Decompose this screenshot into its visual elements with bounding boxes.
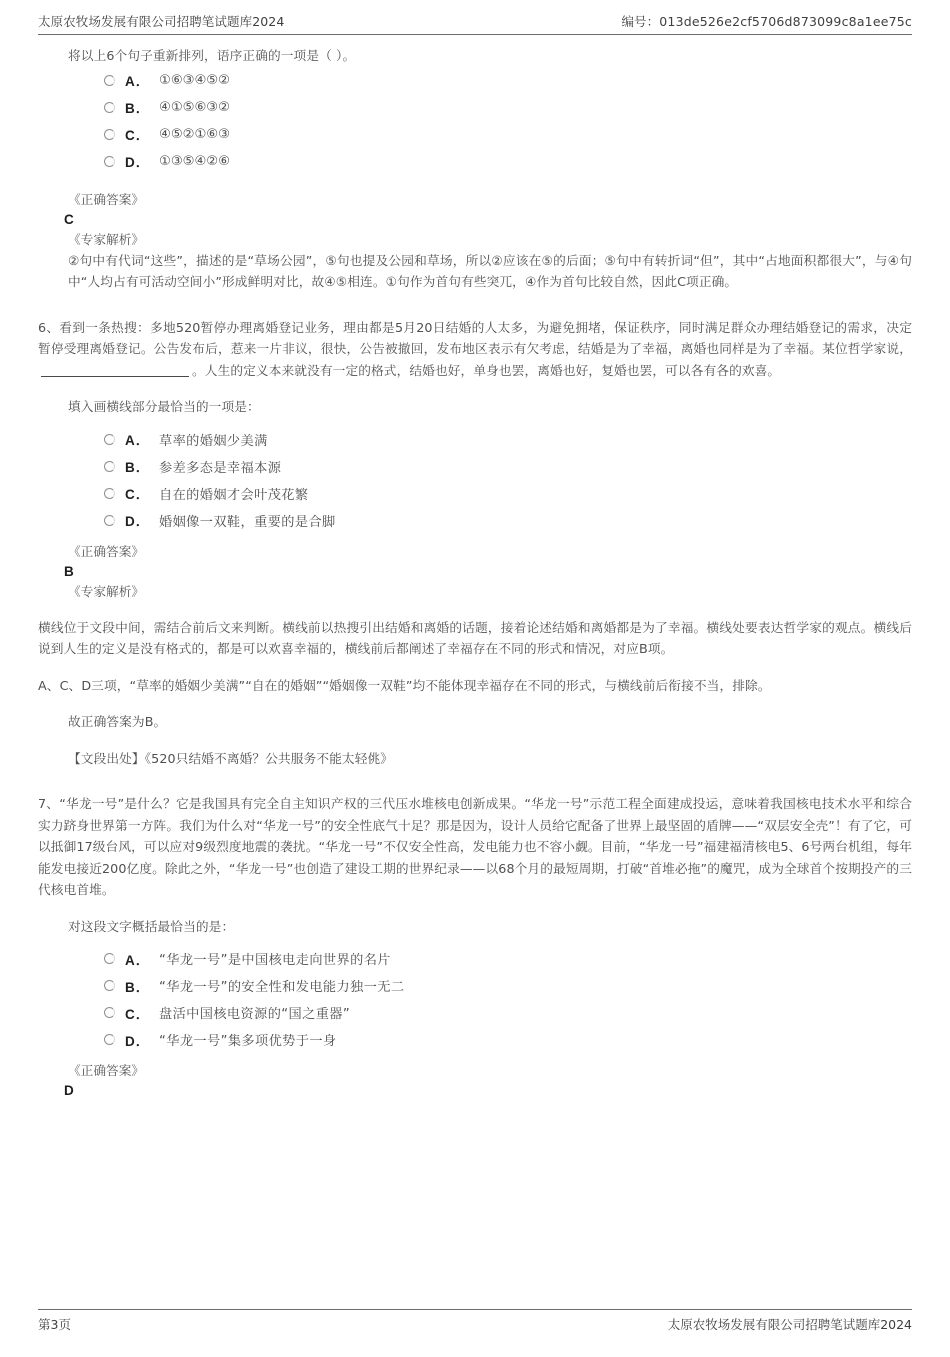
q5-option-d[interactable] <box>104 148 912 175</box>
q5-option-a[interactable] <box>104 67 912 94</box>
option-text: ④①⑤⑥③② <box>159 99 230 115</box>
option-letter: A． <box>125 433 151 448</box>
q6-stem-part2: 。人生的定义本来就没有一定的格式，结婚也好，单身也罢，离婚也好，复婚也罢，可以各有各的欢喜。 <box>192 362 781 378</box>
q6-stem-part1: 6、看到一条热搜：多地520暂停办理离婚登记业务，理由都是5月20日结婚的人太多，为避免拥堵，保证秩序，同时满足群众办理结婚登记的需求，决定暂停受理离婚登记。公告发布后，惹来一片非议，很快，公告被撤回，发布地区表示有欠考虑，结婚是为了幸福，离婚也同样是为了幸福。某位哲学家说， <box>38 319 912 356</box>
q6-option-b[interactable] <box>104 453 912 480</box>
q7-option-b[interactable] <box>104 972 912 999</box>
q7-answer-value: D <box>64 1083 74 1098</box>
serial-label: 编号： <box>621 14 660 29</box>
serial-value: 013de526e2cf5706d873099c8a1ee75c <box>659 14 912 29</box>
q6-option-a[interactable] <box>104 426 912 453</box>
q5-option-b[interactable] <box>104 94 912 121</box>
q5-option-c[interactable] <box>104 121 912 148</box>
radio-button-icon[interactable] <box>104 102 115 113</box>
radio-button-icon[interactable] <box>104 488 115 499</box>
q7-correct-answer-label: 《正确答案》 <box>68 1063 145 1078</box>
option-letter: A． <box>125 952 151 968</box>
option-text: ①⑥③④⑤② <box>159 72 230 88</box>
document-content <box>38 35 912 1101</box>
q6-conclusion: 故正确答案为B。 <box>68 714 167 729</box>
radio-button-icon[interactable] <box>104 461 115 472</box>
q5-answer-value: C <box>64 211 74 227</box>
radio-button-icon[interactable] <box>104 1007 115 1018</box>
q6-correct-answer-label: 《正确答案》 <box>68 543 145 559</box>
radio-button-icon[interactable] <box>104 156 115 167</box>
document-page <box>0 12 950 1357</box>
q7-option-c[interactable] <box>104 999 912 1026</box>
q6-source: 【文段出处】《520只结婚不离婚？公共服务不能太轻佻》 <box>68 750 394 766</box>
q6-option-c[interactable] <box>104 480 912 507</box>
q6-expert-analysis-label: 《专家解析》 <box>68 583 145 599</box>
q7-option-a[interactable] <box>104 945 912 972</box>
q7-options <box>38 945 912 1053</box>
page-footer <box>38 1309 912 1333</box>
q6-answer-value: B <box>64 563 74 579</box>
option-text: 自在的婚姻才会叶茂花繁 <box>159 487 309 503</box>
option-letter: B． <box>125 979 151 995</box>
q7-option-d[interactable] <box>104 1026 912 1053</box>
footer-title: 太原农牧场发展有限公司招聘笔试题库2024 <box>667 1317 912 1332</box>
option-letter: C． <box>125 487 151 502</box>
option-letter: D． <box>125 514 151 529</box>
option-text: “华龙一号”的安全性和发电能力独一无二 <box>159 980 405 995</box>
q5-analysis-text: ②句中有代词“这些”，描述的是“草场公园”，⑤句也提及公园和草场，所以②应该在⑤的后面；⑤句中有转折词“但”，其中“占地面积都很大”，与④句中“人均占有可活动空间小”形成鲜明对比，故④⑤相连。①句作为首句有些突兀，④作为首句比较自然，因此C项正确。 <box>68 252 912 289</box>
q6-options <box>38 426 912 534</box>
radio-button-icon[interactable] <box>104 953 115 964</box>
option-text: 婚姻像一双鞋，重要的是合脚 <box>159 514 336 530</box>
option-text: ①③⑤④②⑥ <box>159 153 230 169</box>
option-text: ④⑤②①⑥③ <box>159 126 230 142</box>
radio-button-icon[interactable] <box>104 75 115 86</box>
fill-in-blank-line <box>41 376 189 377</box>
option-letter: D． <box>125 1033 151 1049</box>
option-text: “华龙一号”是中国核电走向世界的名片 <box>159 953 391 968</box>
radio-button-icon[interactable] <box>104 515 115 526</box>
q6-analysis-paragraph-1: 横线位于文段中间，需结合前后文来判断。横线前以热搜引出结婚和离婚的话题，接着论述结婚和离婚都是为了幸福。横线处要表达哲学家的观点。横线后说到人生的定义是没有格式的，都是可以欢喜幸福的，横线前后都阐述了幸福存在不同的形式和情况，对应B项。 <box>38 619 912 656</box>
footer-page-number: 第3页 <box>38 1317 71 1332</box>
radio-button-icon[interactable] <box>104 434 115 445</box>
option-letter: A． <box>125 74 151 89</box>
q5-correct-answer-label: 《正确答案》 <box>68 191 145 207</box>
q5-stem: 将以上6个句子重新排列，语序正确的一项是（ ）。 <box>68 48 356 63</box>
radio-button-icon[interactable] <box>104 980 115 991</box>
header-title: 太原农牧场发展有限公司招聘笔试题库2024 <box>38 14 285 29</box>
page-header <box>38 12 912 35</box>
q6-prompt: 填入画横线部分最恰当的一项是： <box>68 399 260 414</box>
header-serial <box>621 12 912 30</box>
q5-options <box>38 67 912 175</box>
radio-button-icon[interactable] <box>104 1034 115 1045</box>
option-text: “华龙一号”集多项优势于一身 <box>159 1034 337 1049</box>
option-letter: D． <box>125 155 151 170</box>
q6-option-d[interactable] <box>104 507 912 534</box>
option-letter: B． <box>125 101 151 116</box>
q7-prompt: 对这段文字概括最恰当的是： <box>68 918 235 934</box>
option-text: 盘活中国核电资源的“国之重器” <box>159 1007 351 1022</box>
radio-button-icon[interactable] <box>104 129 115 140</box>
option-letter: C． <box>125 128 151 143</box>
q5-expert-analysis-label: 《专家解析》 <box>68 231 145 247</box>
option-text: 参差多态是幸福本源 <box>159 460 282 476</box>
option-text: 草率的婚姻少美满 <box>159 433 268 449</box>
q7-stem: 7、“华龙一号”是什么？它是我国具有完全自主知识产权的三代压水堆核电创新成果。“华龙一号”示范工程全面建成投运，意味着我国核电技术水平和综合实力跻身世界第一方阵。我们为什么对“华龙一号”的安全性底气十足？那是因为，设计人员给它配备了世界上最坚固的盾牌——“双层安全壳”！有了它，可以抵御17级台风，可以应对9级烈度地震的袭扰。“华龙一号”不仅安全性高，发电能力也不容小觑。目前，“华龙一号”福建福清核电5、6号两台机组，每年能发电接近200亿度。除此之外，“华龙一号”也创造了建设工期的世界纪录——以68个月的最短周期，打破“首堆必拖”的魔咒，成为全球首个按期投产的三代核电首堆。 <box>38 796 912 897</box>
q6-analysis-paragraph-2: A、C、D三项，“草率的婚姻少美满”“自在的婚姻”“婚姻像一双鞋”均不能体现幸福存在不同的形式，与横线前后衔接不当，排除。 <box>38 677 771 693</box>
option-letter: C． <box>125 1006 151 1022</box>
option-letter: B． <box>125 460 151 475</box>
q6-stem <box>38 317 912 382</box>
